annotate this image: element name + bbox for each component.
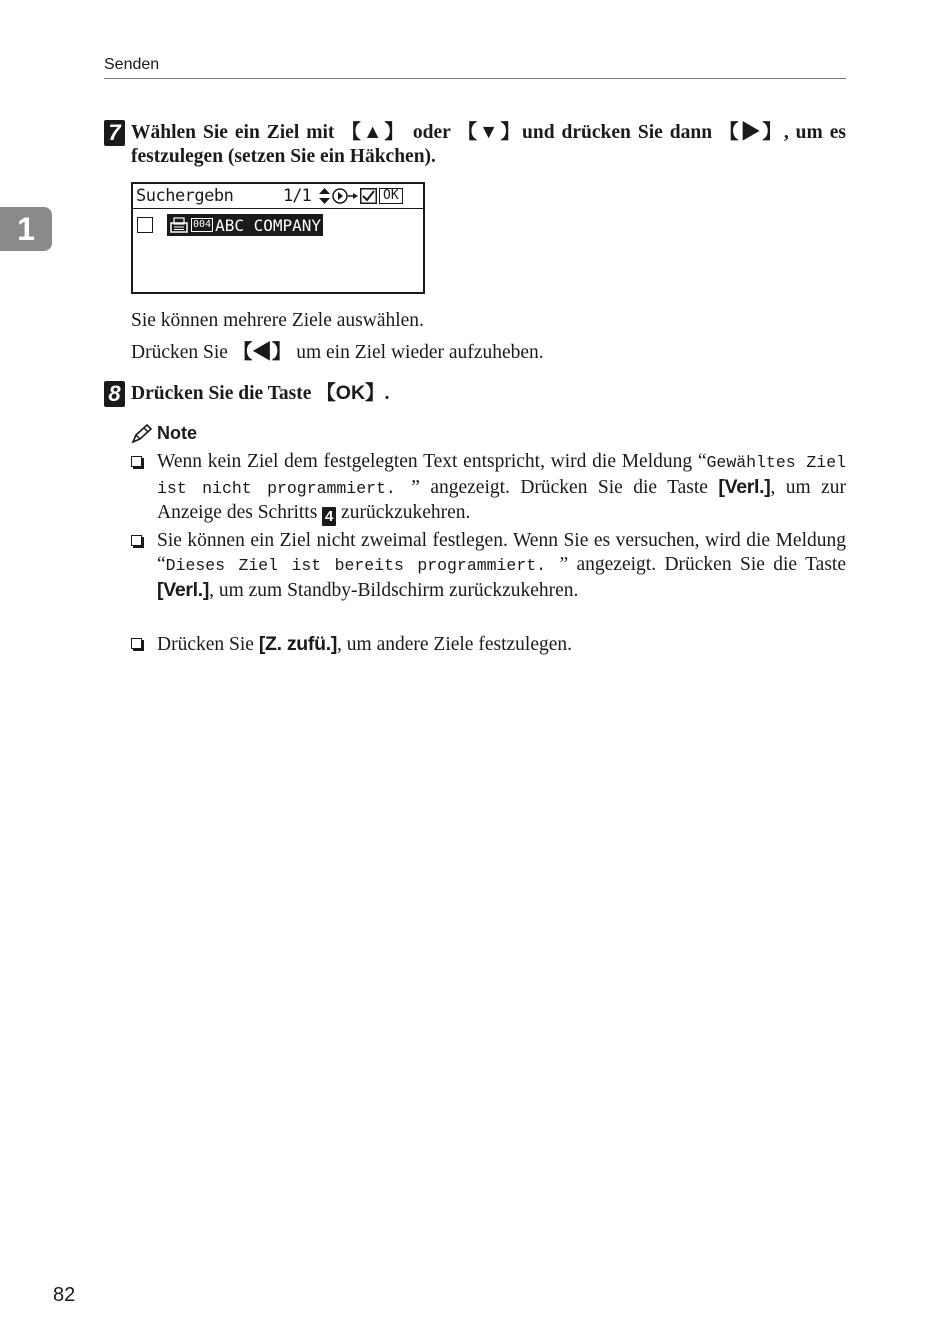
lcd-screen (131, 182, 425, 294)
lcd-ok-button: OK (379, 188, 403, 204)
lcd-result-row (137, 214, 323, 236)
note-1-text-c: , um zur Anzeige des Schritts (157, 477, 846, 523)
step-4-reference: 4 (322, 507, 336, 526)
note-item-2 (131, 529, 846, 603)
info-deselect-text-2: um ein Ziel wieder aufzuheben. (291, 342, 544, 363)
step-number-8: 8 (104, 381, 125, 407)
step-7-text (131, 120, 846, 169)
note-item-1 (131, 450, 846, 526)
checkbox-bullet-icon (131, 535, 142, 546)
note-item-2-text (157, 529, 846, 603)
verl-key: [Verl.] (157, 579, 210, 601)
checkbox-bullet-icon (131, 638, 142, 649)
note-1-text-b: ” angezeigt. Drücken Sie die Taste (411, 477, 719, 498)
note-item-3 (131, 632, 846, 657)
lcd-checkbox (137, 217, 153, 233)
step-7-text-3: und drücken Sie dann (522, 122, 720, 143)
right-key: 【▶】 (719, 121, 784, 143)
step-8 (104, 381, 846, 406)
page-number: 82 (53, 1284, 76, 1306)
note-3-text-a: Drücken Sie (157, 634, 259, 655)
note-2-text-c: , um zum Standby-Bildschirm zurückzukehren. (209, 580, 579, 601)
step-number-7: 7 (104, 120, 125, 146)
note-2-text-b: ” angezeigt. Drücken Sie die Taste (559, 554, 846, 575)
lcd-icons (319, 187, 403, 205)
note-1-text-d: zurückzukehren. (336, 502, 471, 523)
dial-arrow-icon (332, 188, 358, 204)
info-deselect (131, 340, 544, 365)
lcd-page-indicator: 1/1 (283, 186, 311, 206)
step-8-text (131, 381, 846, 406)
ok-key: 【OK】 (316, 382, 385, 404)
step-7-text-1: Wählen Sie ein Ziel mit (131, 122, 342, 143)
fax-icon (169, 216, 189, 234)
step-8-text-2: . (384, 383, 390, 404)
lcd-title: Suchergebn (136, 186, 234, 206)
display-message-not-programmed: Gewähltes Ziel ist nicht programmiert. (157, 453, 846, 498)
step-8-text-1: Drücken Sie die Taste (131, 383, 317, 404)
up-key: 【▲】 (341, 121, 406, 143)
step-7 (104, 120, 846, 169)
note-label: Note (157, 423, 197, 443)
z-zufu-key: [Z. zufü.] (258, 633, 338, 655)
up-down-arrow-icon (319, 188, 330, 204)
note-heading (131, 423, 197, 444)
pencil-icon (131, 424, 153, 444)
step-7-text-4: , um es festzulegen (setzen Sie ein Häkchen). (131, 122, 846, 167)
note-3-text-b: , um andere Ziele festzulegen. (337, 634, 573, 655)
left-key: 【◀】 (232, 341, 292, 363)
note-item-1-text (157, 450, 846, 526)
note-1-text-a: Wenn kein Ziel dem festgelegten Text entspricht, wird die Meldung “ (157, 451, 707, 472)
verl-key: [Verl.] (718, 476, 771, 498)
info-deselect-text-1: Drücken Sie (131, 342, 233, 363)
info-multiple-select: Sie können mehrere Ziele auswählen. (131, 310, 424, 331)
lcd-entry-number: 004 (193, 219, 212, 230)
step-7-text-2: oder (405, 122, 458, 143)
lcd-entry-name: ABC COMPANY (215, 215, 322, 235)
note-item-3-text (157, 632, 846, 657)
lcd-top-bar (133, 184, 423, 209)
checkmark-box-icon (360, 188, 377, 204)
checkbox-bullet-icon (131, 456, 142, 467)
down-key: 【▼】 (457, 121, 523, 143)
display-message-already-programmed: Dieses Ziel ist bereits programmiert. (165, 556, 560, 575)
lcd-selected-entry (167, 214, 323, 236)
note-2-text-a: Sie können ein Ziel nicht zweimal festlegen. Wenn Sie es versuchen, wird die Meldung “ (157, 530, 846, 575)
chapter-tab: 1 (0, 207, 52, 251)
running-header: Senden (104, 56, 846, 79)
